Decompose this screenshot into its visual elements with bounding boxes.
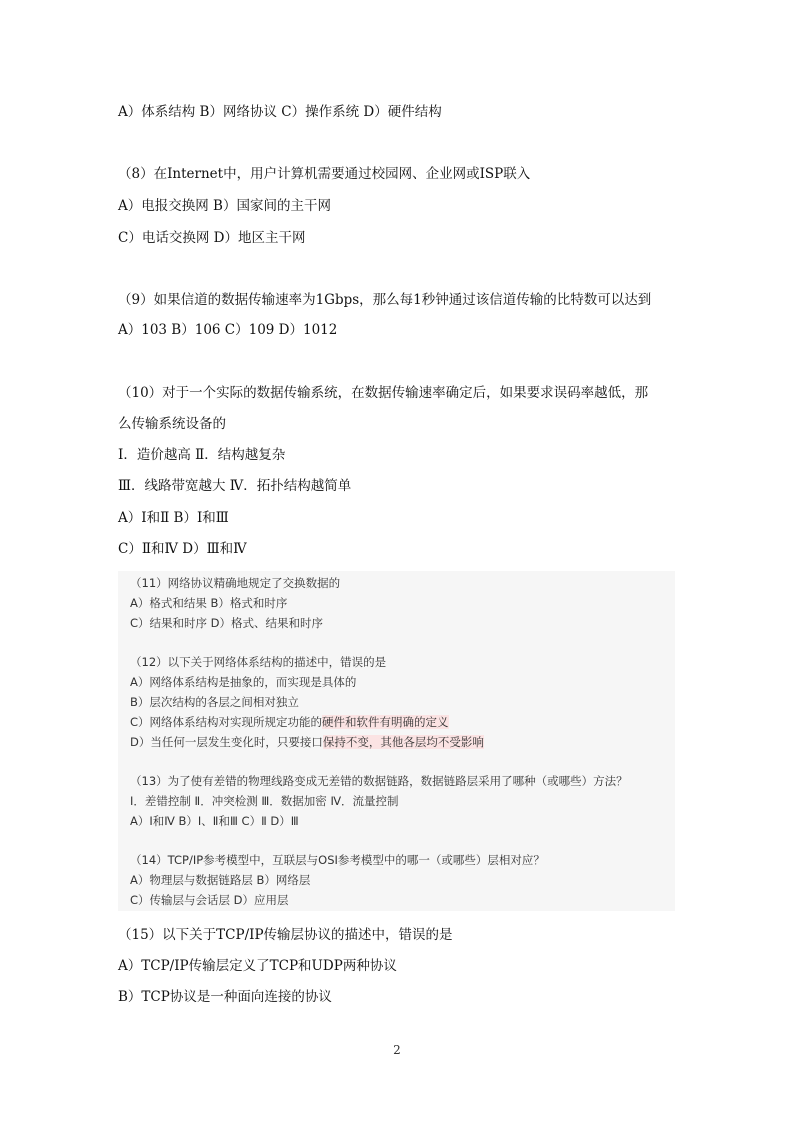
q12-option-c [130, 714, 449, 730]
q13-items: Ⅰ．差错控制 Ⅱ．冲突检测 Ⅲ．数据加密 Ⅳ．流量控制 [130, 794, 399, 808]
q14-options-cd: C）传输层与会话层 D）应用层 [130, 893, 289, 907]
q13-question: （13）为了使有差错的物理线路变成无差错的数据链路，数据链路层采用了哪种（或哪些）方法？ [130, 774, 628, 788]
q12-option-b: B）层次结构的各层之间相对独立 [130, 695, 299, 709]
q12-option-c-highlight: 硬件和软件有明确的定义 [322, 715, 449, 729]
q8-options-cd: C）电话交换网 D）地区主干网 [118, 230, 306, 246]
q15-option-b: B）TCP协议是一种面向连接的协议 [118, 989, 332, 1005]
q11-options-ab: A）格式和结果 B）格式和时序 [130, 596, 288, 610]
q12-option-d [130, 734, 484, 750]
q15-option-a: A）TCP/IP传输层定义了TCP和UDP两种协议 [118, 958, 397, 974]
q10-options-ab: A）Ⅰ和Ⅱ B）Ⅰ和Ⅲ [118, 510, 229, 526]
q13-options: A）Ⅰ和Ⅳ B）Ⅰ、Ⅱ和Ⅲ C）Ⅱ D）Ⅲ [130, 814, 299, 828]
q14-options-ab: A）物理层与数据链路层 B）网络层 [130, 873, 311, 887]
q8-options-ab: A）电报交换网 B）国家间的主干网 [118, 198, 331, 214]
q9-question: （9）如果信道的数据传输速率为1Gbps，那么每1秒钟通过该信道传输的比特数可以达到 [118, 292, 652, 308]
q10-question-line1: （10）对于一个实际的数据传输系统，在数据传输速率确定后，如果要求误码率越低，那 [118, 385, 649, 401]
page-number: 2 [393, 1043, 401, 1057]
q8-question: （8）在Internet中，用户计算机需要通过校园网、企业网或ISP联入 [118, 166, 531, 182]
q12-option-c-text: C）网络体系结构对实现所规定功能的 [130, 715, 323, 729]
q10-items-1: Ⅰ．造价越高 Ⅱ．结构越复杂 [118, 447, 286, 463]
q10-question-line2: 么传输系统设备的 [118, 416, 226, 432]
q10-options-cd: C）Ⅱ和Ⅳ D）Ⅲ和Ⅳ [118, 541, 247, 557]
q11-question: （11）网络协议精确地规定了交换数据的 [130, 576, 341, 590]
q12-question: （12）以下关于网络体系结构的描述中，错误的是 [130, 655, 387, 669]
q12-option-d-text: D）当任何一层发生变化时，只要接口 [130, 735, 323, 749]
q12-option-d-highlight: 保持不变，其他各层均不受影响 [322, 735, 484, 749]
q7-options: A）体系结构 B）网络协议 C）操作系统 D）硬件结构 [118, 104, 442, 120]
q12-option-a: A）网络体系结构是抽象的，而实现是具体的 [130, 675, 357, 689]
q15-question: （15）以下关于TCP/IP传输层协议的描述中，错误的是 [118, 927, 453, 943]
q10-items-2: Ⅲ．线路带宽越大 Ⅳ．拓扑结构越简单 [118, 478, 352, 494]
q14-question: （14）TCP/IP参考模型中，互联层与OSI参考模型中的哪一（或哪些）层相对应？ [130, 853, 545, 867]
scanned-question-block [118, 571, 675, 911]
q9-options: A）103 B）106 C）109 D）1012 [118, 322, 338, 338]
q11-options-cd: C）结果和时序 D）格式、结果和时序 [130, 616, 324, 630]
